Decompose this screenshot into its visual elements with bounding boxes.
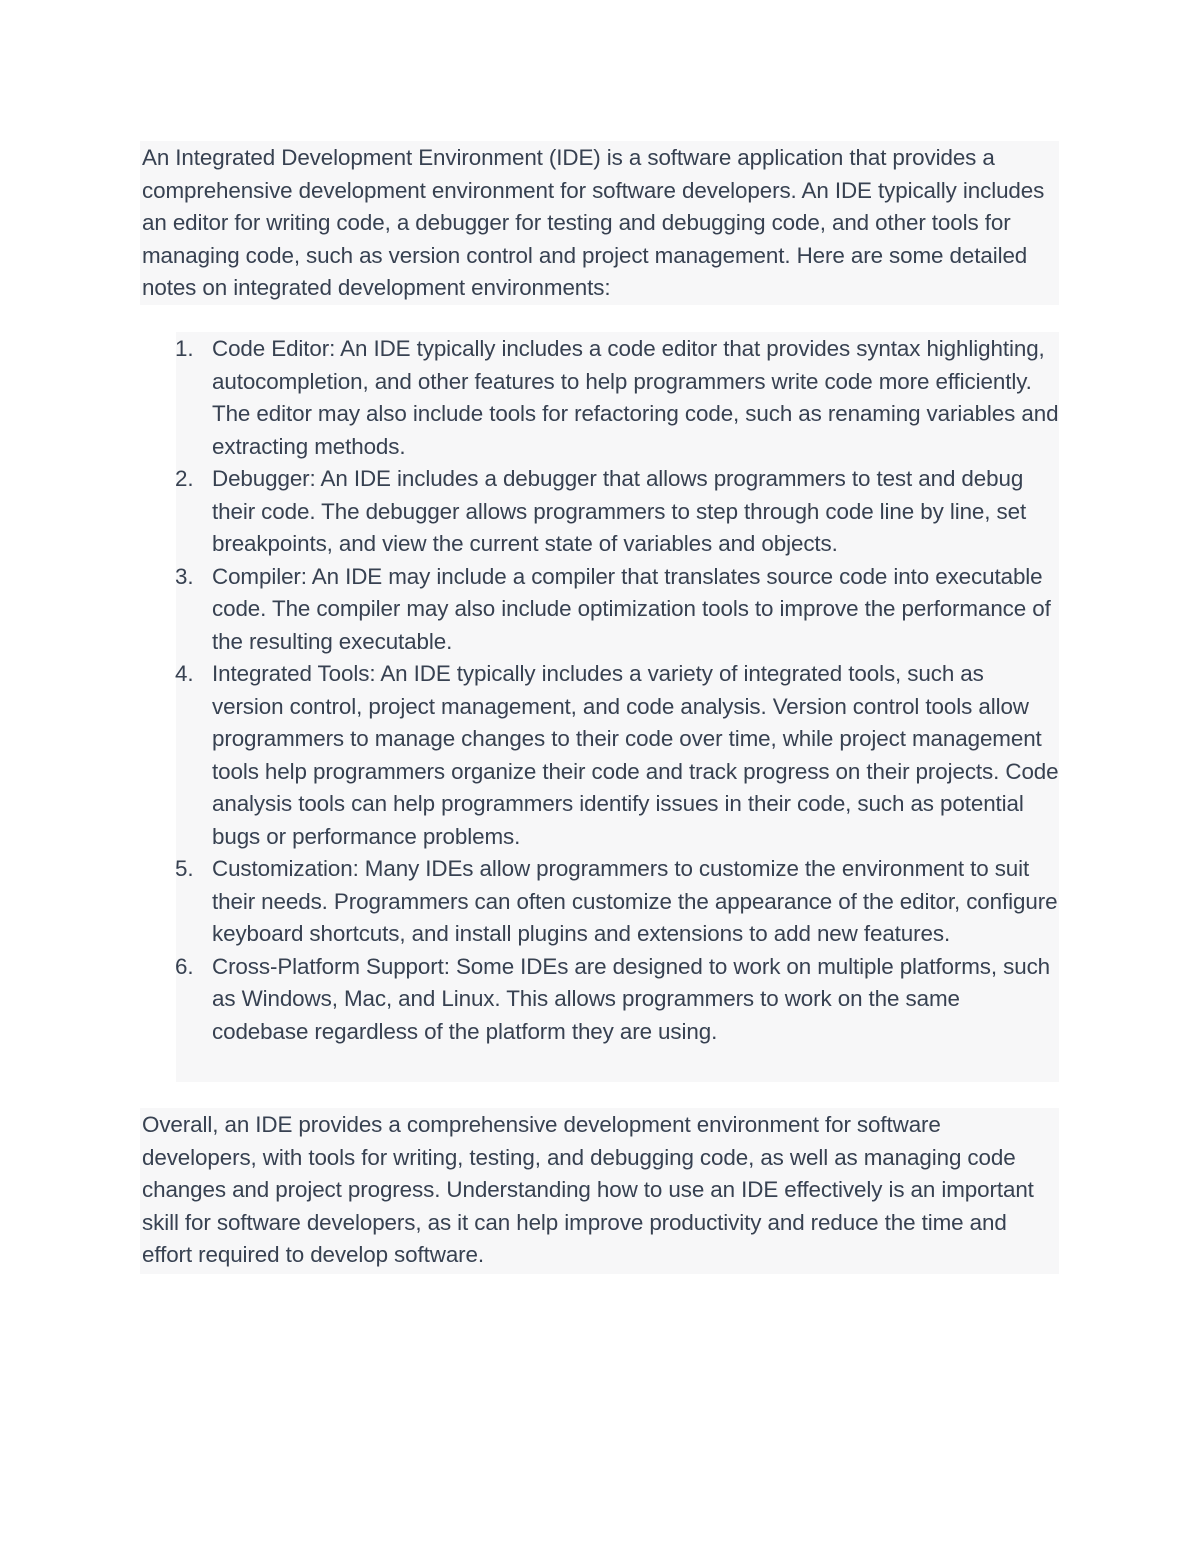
list-item-number: 2. <box>175 466 194 491</box>
intro-paragraph: An Integrated Development Environment (IDE) is a software application that provides a comprehensive development environment for software developers. An IDE typically includes an editor for writing code, a debugger for testing and debugging code, and other tools for managing code, such as version control and project management. Here are some detailed notes on integrated development environments: <box>142 145 1045 300</box>
list-item-number: 3. <box>175 563 194 589</box>
list-item <box>176 463 1059 561</box>
list-item <box>176 332 1059 463</box>
list-item-text: Compiler: An IDE may include a compiler that translates source code into executable code. The compiler may also include optimization tools to improve the performance of the resulting executable. <box>212 563 1051 654</box>
list-item-number: 4. <box>175 661 194 686</box>
list-item <box>176 853 1059 951</box>
list-item <box>176 658 1059 853</box>
conclusion-paragraph: Overall, an IDE provides a comprehensive development environment for software developers, with tools for writing, testing, and debugging code, as well as managing code changes and project progress. Understanding how to use an IDE effectively is an important skill for software developers, as it can help improve productivity and reduce the time and effort required to develop software. <box>142 1112 1034 1267</box>
list-item <box>176 951 1059 1049</box>
intro-paragraph-block <box>140 141 1059 305</box>
conclusion-paragraph-block <box>140 1108 1059 1274</box>
list-item-number: 5. <box>175 856 194 881</box>
list-item-text: Customization: Many IDEs allow programmers to customize the environment to suit their needs. Programmers can often customize the appearance of the editor, configure keyboard shortcuts, and install plugins and extensions to add new features. <box>212 856 1058 946</box>
list-item-number: 1. <box>175 336 194 361</box>
notes-list-block <box>176 332 1059 1082</box>
list-item-text: Debugger: An IDE includes a debugger that allows programmers to test and debug their code. The debugger allows programmers to step through code line by line, set breakpoints, and view the current state of variables and objects. <box>212 466 1027 556</box>
list-item <box>176 561 1059 659</box>
notes-list <box>176 332 1059 1048</box>
list-item-number: 6. <box>175 953 194 979</box>
list-item-text: Cross-Platform Support: Some IDEs are designed to work on multiple platforms, such as Windows, Mac, and Linux. This allows programmers to work on the same codebase regardless of the platform they are using. <box>212 953 1051 1044</box>
list-item-text: Code Editor: An IDE typically includes a code editor that provides syntax highlighting, autocompletion, and other features to help programmers write code more efficiently. The editor may also include tools for refactoring code, such as renaming variables and extracting methods. <box>212 336 1059 459</box>
list-item-text: Integrated Tools: An IDE typically includes a variety of integrated tools, such as version control, project management, and code analysis. Version control tools allow programmers to manage changes to their code over time, while project management tools help programmers organize their code and track progress on their projects. Code analysis tools can help programmers identify issues in their code, such as potential bugs or performance problems. <box>212 661 1059 849</box>
